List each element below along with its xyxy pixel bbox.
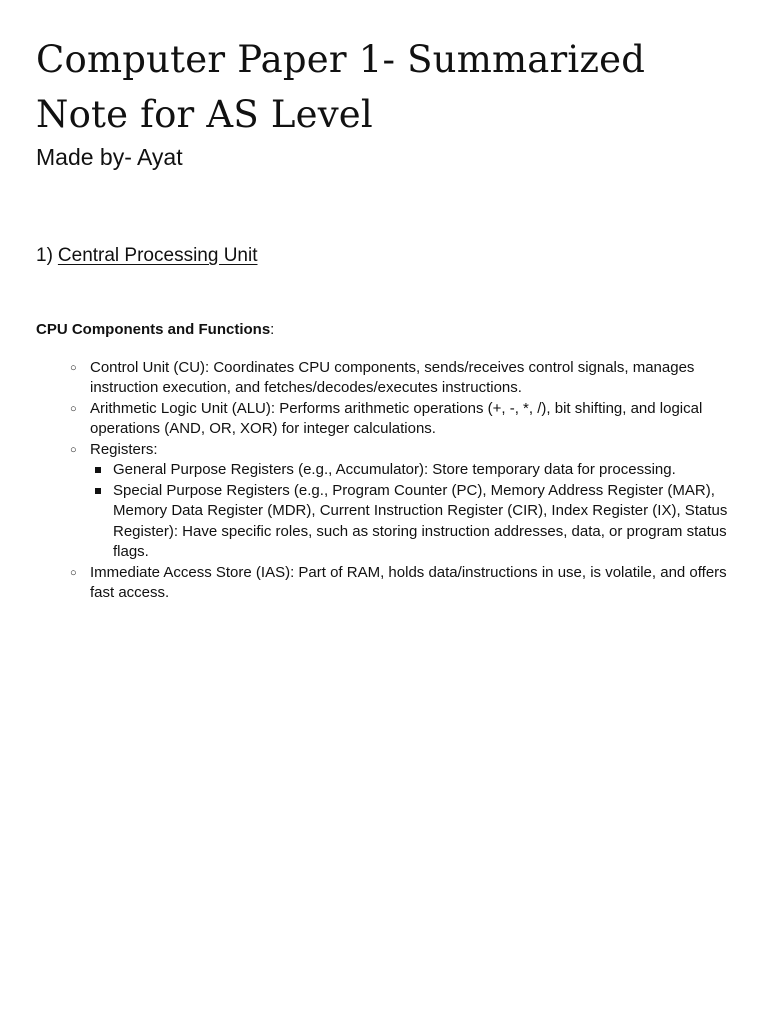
square-bullet-icon — [95, 467, 101, 473]
list-item-text: Control Unit (CU): Coordinates CPU components, sends/receives control signals, manages instruction execution, and fetches/decodes/executes instructions. — [90, 358, 695, 396]
circle-bullet-icon: ○ — [70, 443, 77, 456]
list-item-text: Immediate Access Store (IAS): Part of RAM, holds data/instructions in use, is volatile, and offers fast access. — [90, 563, 727, 601]
components-label-suffix: : — [270, 321, 275, 338]
document-page — [36, 32, 736, 601]
sublist-item — [113, 481, 736, 563]
square-bullet-icon — [95, 488, 101, 494]
list-item — [70, 399, 736, 440]
circle-bullet-icon: ○ — [70, 361, 77, 374]
document-title: Computer Paper 1- Summarized Note for AS Level — [36, 38, 646, 136]
cpu-components-section — [36, 320, 736, 604]
section-heading — [36, 243, 258, 269]
circle-bullet-icon: ○ — [70, 566, 77, 579]
sublist-item-text: Special Purpose Registers (e.g., Program Counter (PC), Memory Address Register (MAR), Memory Data Register (MDR), Current Instruction Register (CIR), Index Register (IX), Status Register): Have specific roles, such as storing instruction addresses, data, or program status flags. — [113, 481, 728, 560]
sublist-item — [113, 460, 736, 481]
components-label: CPU Components and Functions — [36, 321, 271, 338]
list-item-text: Registers: — [90, 440, 158, 458]
list-item-text: Arithmetic Logic Unit (ALU): Performs arithmetic operations (+, -, *, /), bit shifting, and logical operations (AND, OR, XOR) for integer calculations. — [90, 399, 703, 437]
list-item — [70, 358, 736, 399]
section-heading-link[interactable]: Central Processing Unit — [57, 245, 258, 266]
registers-sublist — [90, 460, 736, 563]
list-item — [70, 563, 736, 604]
components-label-line — [36, 320, 736, 341]
circle-bullet-icon: ○ — [70, 402, 77, 415]
components-list — [36, 358, 736, 604]
sublist-item-text: General Purpose Registers (e.g., Accumulator): Store temporary data for processing. — [113, 461, 676, 478]
list-item — [70, 440, 736, 563]
document-author: Made by- Ayat — [36, 144, 183, 170]
section-number: 1) — [36, 245, 53, 266]
